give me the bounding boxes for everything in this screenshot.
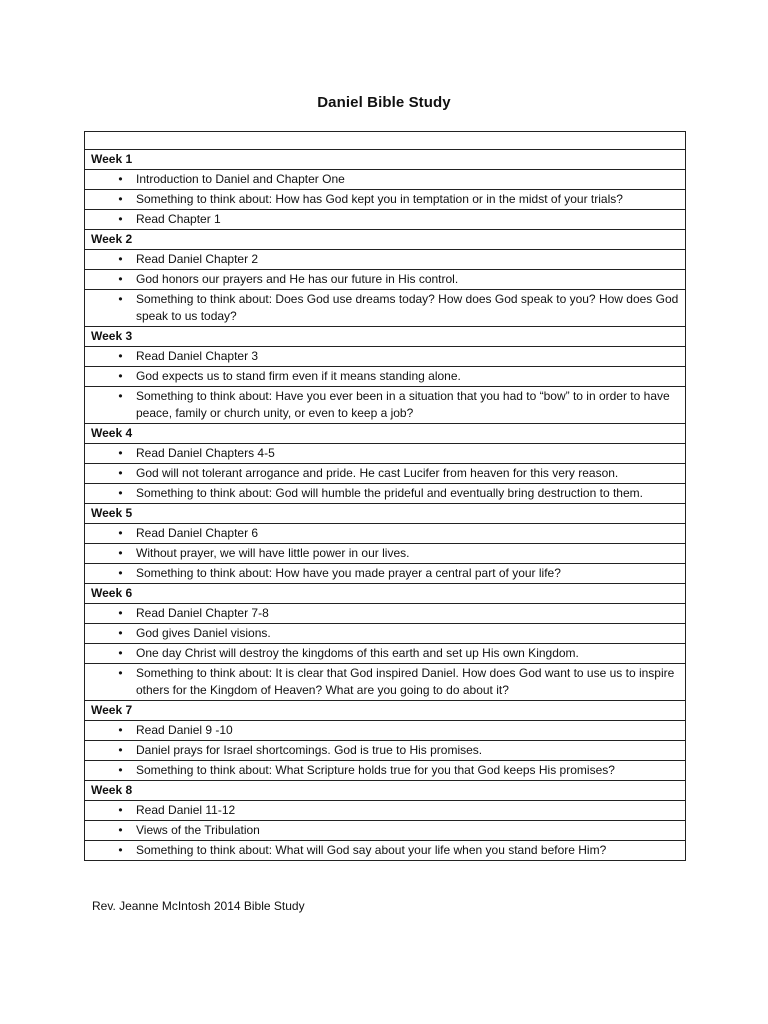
- bullet-icon: [91, 171, 136, 188]
- bullet-item: [91, 485, 679, 502]
- bullet-item-text: Read Daniel 11-12: [136, 803, 236, 817]
- bullet-glyph: •: [118, 389, 123, 403]
- week-item-cell: [85, 190, 686, 210]
- week-label: Week 3: [85, 327, 686, 347]
- week-item-row: [85, 367, 686, 387]
- bullet-item: [91, 605, 679, 622]
- bullet-item-text: Without prayer, we will have little power in our lives.: [136, 546, 410, 560]
- week-item-row: [85, 624, 686, 644]
- bullet-glyph: •: [118, 546, 123, 560]
- week-item-cell: [85, 841, 686, 861]
- bullet-icon: [91, 842, 136, 859]
- week-item-cell: [85, 604, 686, 624]
- bullet-item: [91, 465, 679, 482]
- bullet-item-text: Views of the Tribulation: [136, 823, 260, 837]
- week-item-row: [85, 387, 686, 424]
- week-item-row: [85, 524, 686, 544]
- week-item-cell: [85, 801, 686, 821]
- week-item-cell: [85, 624, 686, 644]
- footer-credit: Rev. Jeanne McIntosh 2014 Bible Study: [92, 899, 305, 913]
- table-header-blank-row: [85, 132, 686, 150]
- bullet-icon: [91, 605, 136, 622]
- week-item-row: [85, 721, 686, 741]
- bullet-item-text: Something to think about: Does God use dreams today? How does God speak to you? How does God speak to us today?: [136, 292, 679, 323]
- bullet-glyph: •: [118, 666, 123, 680]
- bullet-item: [91, 348, 679, 365]
- bullet-icon: [91, 742, 136, 759]
- bullet-glyph: •: [118, 172, 123, 186]
- bullet-item: [91, 525, 679, 542]
- week-label: Week 4: [85, 424, 686, 444]
- week-item-cell: [85, 387, 686, 424]
- bullet-item: [91, 565, 679, 582]
- bullet-icon: [91, 722, 136, 739]
- bullet-item: [91, 742, 679, 759]
- bullet-icon: [91, 348, 136, 365]
- bullet-item: [91, 171, 679, 188]
- week-header-row: [85, 584, 686, 604]
- blank-cell: [85, 132, 686, 150]
- week-item-cell: [85, 444, 686, 464]
- week-item-row: [85, 741, 686, 761]
- week-item-cell: [85, 544, 686, 564]
- week-header-row: [85, 781, 686, 801]
- week-item-cell: [85, 170, 686, 190]
- bullet-glyph: •: [118, 486, 123, 500]
- bullet-item-text: Introduction to Daniel and Chapter One: [136, 172, 345, 186]
- week-item-row: [85, 604, 686, 624]
- bullet-item-text: Something to think about: What will God say about your life when you stand before Him?: [136, 843, 607, 857]
- week-label: Week 6: [85, 584, 686, 604]
- bullet-item-text: Read Chapter 1: [136, 212, 221, 226]
- bullet-item-text: Something to think about: It is clear that God inspired Daniel. How does God want to use us to inspire others for the Kingdom of Heaven? What are you going to do about it?: [136, 666, 675, 697]
- bullet-glyph: •: [118, 292, 123, 306]
- week-header-row: [85, 150, 686, 170]
- bullet-item: [91, 191, 679, 208]
- bullet-glyph: •: [118, 272, 123, 286]
- week-item-row: [85, 644, 686, 664]
- week-item-row: [85, 444, 686, 464]
- week-item-cell: [85, 484, 686, 504]
- bullet-item-text: Something to think about: What Scripture holds true for you that God keeps His promises?: [136, 763, 615, 777]
- week-item-cell: [85, 664, 686, 701]
- bullet-icon: [91, 291, 136, 308]
- week-item-cell: [85, 821, 686, 841]
- bullet-item: [91, 368, 679, 385]
- week-item-row: [85, 841, 686, 861]
- bullet-icon: [91, 485, 136, 502]
- bullet-item: [91, 625, 679, 642]
- week-header-row: [85, 504, 686, 524]
- bullet-item: [91, 722, 679, 739]
- bullet-icon: [91, 191, 136, 208]
- bullet-item-text: God will not tolerant arrogance and pride. He cast Lucifer from heaven for this very reason.: [136, 466, 619, 480]
- week-header-row: [85, 230, 686, 250]
- week-item-row: [85, 801, 686, 821]
- week-item-cell: [85, 210, 686, 230]
- bullet-icon: [91, 802, 136, 819]
- bullet-glyph: •: [118, 646, 123, 660]
- week-item-row: [85, 270, 686, 290]
- week-item-cell: [85, 721, 686, 741]
- week-item-row: [85, 564, 686, 584]
- week-item-row: [85, 347, 686, 367]
- week-item-cell: [85, 347, 686, 367]
- week-item-row: [85, 250, 686, 270]
- bullet-item: [91, 445, 679, 462]
- week-item-cell: [85, 741, 686, 761]
- week-header-row: [85, 424, 686, 444]
- week-item-cell: [85, 761, 686, 781]
- bullet-item-text: God honors our prayers and He has our future in His control.: [136, 272, 459, 286]
- bullet-glyph: •: [118, 823, 123, 837]
- bullet-icon: [91, 525, 136, 542]
- bullet-item: [91, 802, 679, 819]
- week-header-row: [85, 701, 686, 721]
- bullet-glyph: •: [118, 466, 123, 480]
- bullet-item-text: Read Daniel Chapter 6: [136, 526, 259, 540]
- week-label: Week 1: [85, 150, 686, 170]
- week-item-cell: [85, 367, 686, 387]
- bullet-item-text: God gives Daniel visions.: [136, 626, 271, 640]
- week-label: Week 5: [85, 504, 686, 524]
- bullet-item: [91, 645, 679, 662]
- bullet-glyph: •: [118, 606, 123, 620]
- bullet-glyph: •: [118, 763, 123, 777]
- bullet-item-text: God expects us to stand firm even if it means standing alone.: [136, 369, 461, 383]
- bullet-item-text: Read Daniel Chapters 4-5: [136, 446, 275, 460]
- week-item-row: [85, 664, 686, 701]
- week-item-cell: [85, 564, 686, 584]
- bullet-item: [91, 762, 679, 779]
- week-item-cell: [85, 464, 686, 484]
- week-item-cell: [85, 524, 686, 544]
- week-item-row: [85, 190, 686, 210]
- bullet-icon: [91, 625, 136, 642]
- bullet-glyph: •: [118, 626, 123, 640]
- week-item-row: [85, 210, 686, 230]
- week-item-cell: [85, 290, 686, 327]
- bullet-glyph: •: [118, 212, 123, 226]
- bullet-item-text: Something to think about: Have you ever been in a situation that you had to “bow” to in order to have peace, family or church unity, or even to keep a job?: [136, 389, 670, 420]
- bullet-icon: [91, 445, 136, 462]
- week-header-row: [85, 327, 686, 347]
- bullet-item: [91, 545, 679, 562]
- bullet-glyph: •: [118, 192, 123, 206]
- bullet-item: [91, 211, 679, 228]
- week-item-row: [85, 290, 686, 327]
- bullet-glyph: •: [118, 566, 123, 580]
- bullet-item: [91, 665, 679, 699]
- bullet-glyph: •: [118, 349, 123, 363]
- bullet-item-text: Something to think about: God will humble the prideful and eventually bring destruction to them.: [136, 486, 643, 500]
- bullet-glyph: •: [118, 526, 123, 540]
- bullet-icon: [91, 762, 136, 779]
- bullet-item-text: One day Christ will destroy the kingdoms of this earth and set up His own Kingdom.: [136, 646, 579, 660]
- bullet-icon: [91, 271, 136, 288]
- bullet-glyph: •: [118, 803, 123, 817]
- bullet-icon: [91, 645, 136, 662]
- bullet-icon: [91, 465, 136, 482]
- bullet-item-text: Read Daniel Chapter 3: [136, 349, 259, 363]
- study-schedule-table: [84, 131, 686, 861]
- bullet-glyph: •: [118, 446, 123, 460]
- week-item-row: [85, 484, 686, 504]
- bullet-icon: [91, 388, 136, 405]
- bullet-glyph: •: [118, 743, 123, 757]
- bullet-glyph: •: [118, 252, 123, 266]
- bullet-item: [91, 822, 679, 839]
- bullet-item-text: Daniel prays for Israel shortcomings. God is true to His promises.: [136, 743, 483, 757]
- bullet-glyph: •: [118, 723, 123, 737]
- bullet-icon: [91, 545, 136, 562]
- page-title: Daniel Bible Study: [317, 94, 451, 111]
- bullet-item: [91, 842, 679, 859]
- bullet-item-text: Something to think about: How have you made prayer a central part of your life?: [136, 566, 561, 580]
- bullet-item-text: Read Daniel Chapter 7-8: [136, 606, 269, 620]
- bullet-item: [91, 388, 679, 422]
- study-schedule-body: [85, 132, 686, 861]
- bullet-item-text: Read Daniel 9 -10: [136, 723, 233, 737]
- week-item-cell: [85, 644, 686, 664]
- bullet-glyph: •: [118, 843, 123, 857]
- bullet-icon: [91, 368, 136, 385]
- week-label: Week 8: [85, 781, 686, 801]
- week-item-cell: [85, 250, 686, 270]
- week-label: Week 2: [85, 230, 686, 250]
- bullet-icon: [91, 251, 136, 268]
- week-item-cell: [85, 270, 686, 290]
- week-item-row: [85, 170, 686, 190]
- bullet-item: [91, 251, 679, 268]
- bullet-icon: [91, 665, 136, 682]
- bullet-item: [91, 291, 679, 325]
- bullet-item-text: Read Daniel Chapter 2: [136, 252, 259, 266]
- bullet-icon: [91, 211, 136, 228]
- week-label: Week 7: [85, 701, 686, 721]
- bullet-item: [91, 271, 679, 288]
- bullet-glyph: •: [118, 369, 123, 383]
- bullet-icon: [91, 565, 136, 582]
- week-item-row: [85, 464, 686, 484]
- bullet-item-text: Something to think about: How has God kept you in temptation or in the midst of your trials?: [136, 192, 623, 206]
- week-item-row: [85, 821, 686, 841]
- week-item-row: [85, 544, 686, 564]
- week-item-row: [85, 761, 686, 781]
- bullet-icon: [91, 822, 136, 839]
